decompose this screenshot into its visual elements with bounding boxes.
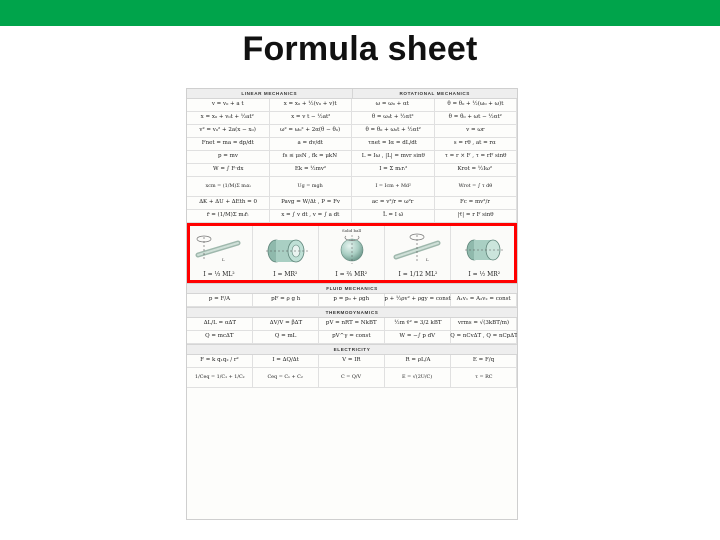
section-header-thermodynamics: THERMODYNAMICS	[187, 307, 517, 318]
formula-cell: ∆V/V = β∆T	[253, 318, 319, 331]
formula-cell: r̄ = (1/M)Σ mᵢr̄ᵢ	[187, 210, 270, 223]
section-header-linear-mechanics: LINEAR MECHANICS	[187, 89, 353, 98]
moi-item-rod-about-center	[385, 223, 451, 283]
mechanics-grid	[187, 99, 517, 223]
rod-about-center-icon	[385, 223, 450, 273]
fluid-grid	[187, 294, 517, 307]
formula-cell: pF = ρ g h	[253, 294, 319, 307]
formula-cell: I = Σ mᵢrᵢ²	[352, 164, 435, 177]
formula-cell: Q = nCv∆T , Q = nCp∆T	[451, 331, 517, 344]
formula-cell: fs ≤ μsN , fk = μkN	[270, 151, 353, 164]
formula-cell: Fc = mv²/r	[435, 197, 518, 210]
formula-cell: Ug = mgh	[270, 177, 353, 197]
moi-formula: I = MR²	[273, 272, 298, 279]
formula-cell: ½m v̄² = 3/2 kBT	[385, 318, 451, 331]
formula-cell: I = ∆Q/∆t	[253, 355, 319, 368]
formula-cell: I = Icm + Md²	[352, 177, 435, 197]
formula-cell: ∆K + ∆U + ∆Eth = 0	[187, 197, 270, 210]
formula-cell: x = x₀ + v₀t + ½at²	[187, 112, 270, 125]
formula-cell: Wrot = ∫ τ dθ	[435, 177, 518, 197]
formula-cell: Ceq = C₁ + C₂	[253, 368, 319, 388]
formula-cell: τnet = Iα = dL/dt	[352, 138, 435, 151]
formula-cell: W = −∫ p dV	[385, 331, 451, 344]
svg-text:L: L	[221, 257, 225, 262]
formula-cell: v = ωr	[435, 125, 518, 138]
hollow-cylinder-icon	[253, 223, 318, 273]
svg-text:L: L	[425, 257, 429, 262]
formula-cell: Fnet = ma = dp/dt	[187, 138, 270, 151]
formula-cell: v² = v₀² + 2a(x − x₀)	[187, 125, 270, 138]
formula-cell: a = dv/dt	[270, 138, 353, 151]
formula-cell: Q = mc∆T	[187, 331, 253, 344]
formula-cell: p = p₀ + ρgh	[319, 294, 385, 307]
formula-cell: F = k q₁q₂ / r²	[187, 355, 253, 368]
formula-cell: x = x₀ + ½(v₀ + v)t	[270, 99, 353, 112]
formula-cell: W = ∫ F·dx	[187, 164, 270, 177]
page-title: Formula sheet	[242, 30, 478, 68]
formula-cell: Pavg = W/∆t , P = Fv	[270, 197, 353, 210]
formula-cell: 1/Ceq = 1/C₁ + 1/C₂	[187, 368, 253, 388]
moi-item-solid-sphere	[319, 223, 385, 283]
formula-cell: V = IR	[319, 355, 385, 368]
formula-cell: A₁v₁ = A₂v₂ = const	[451, 294, 517, 307]
formula-cell: L = Iω , |L| = mvr sinθ	[352, 151, 435, 164]
formula-sheet-image	[186, 88, 518, 520]
moi-item-hollow-cylinder	[253, 223, 319, 283]
formula-cell: x = v t − ½at²	[270, 112, 353, 125]
formula-cell: τ = RC	[451, 368, 517, 388]
moi-caption: Solid ball	[341, 228, 362, 233]
formula-cell: θ = θ₀ + ω₀t + ½αt²	[352, 125, 435, 138]
formula-cell: vrms = √(3kBT/m)	[451, 318, 517, 331]
top-accent-bar	[0, 0, 720, 26]
formula-cell: θ = θ₀ + ½(ω₀ + ω)t	[435, 99, 518, 112]
formula-cell: Q = mL	[253, 331, 319, 344]
formula-cell: p + ½ρv² + ρgy = const	[385, 294, 451, 307]
moi-formula: I = ½ MR²	[468, 272, 500, 279]
formula-cell: Krot = ½Iω²	[435, 164, 518, 177]
formula-cell: ∆L/L = α∆T	[187, 318, 253, 331]
formula-cell: s = rθ , at = rα	[435, 138, 518, 151]
solid-cylinder-icon	[451, 223, 517, 273]
thermo-grid	[187, 318, 517, 344]
formula-cell: τ = r × F , τ = rF sinθ	[435, 151, 518, 164]
moi-formula: I = ⅖ MR²	[335, 272, 368, 279]
section-header-fluid-mechanics: FLUID MECHANICS	[187, 283, 517, 294]
section-header-electricity: ELECTRICITY	[187, 344, 517, 355]
moi-formula: I = ⅓ ML²	[203, 272, 236, 279]
formula-cell: pV^γ = const	[319, 331, 385, 344]
formula-cell: ac = v²/r = ω²r	[352, 197, 435, 210]
formula-cell: p = mv	[187, 151, 270, 164]
formula-cell: v = v₀ + a t	[187, 99, 270, 112]
formula-cell: E = F/q	[451, 355, 517, 368]
section-header-rotational-mechanics: ROTATIONAL MECHANICS	[399, 91, 470, 96]
moment-of-inertia-band	[187, 223, 517, 283]
formula-cell: p = F/A	[187, 294, 253, 307]
rod-about-end-icon	[187, 223, 252, 273]
formula-cell: xcm = (1/M)Σ mᵢxᵢ	[187, 177, 270, 197]
formula-cell: θ = ω₀t + ½αt²	[352, 112, 435, 125]
formula-cell: θ = θ₀ + ωt − ½αt²	[435, 112, 518, 125]
formula-cell: ω² = ω₀² + 2α(θ − θ₀)	[270, 125, 353, 138]
formula-cell: ω = ω₀ + αt	[352, 99, 435, 112]
formula-cell: E = √(2U/C)	[385, 368, 451, 388]
electricity-grid	[187, 355, 517, 388]
formula-cell: C = Q/V	[319, 368, 385, 388]
formula-cell: L̄ = I ω̄	[352, 210, 435, 223]
formula-cell: R = ρL/A	[385, 355, 451, 368]
formula-cell: pV = nRT = NkBT	[319, 318, 385, 331]
formula-cell: x = ∫ v dt , v = ∫ a dt	[270, 210, 353, 223]
moi-item-solid-cylinder	[451, 223, 517, 283]
formula-cell: Ek = ½mv²	[270, 164, 353, 177]
moi-item-rod-about-end	[187, 223, 253, 283]
moi-formula: I = 1/12 ML²	[398, 272, 437, 279]
formula-cell: |τ̄| = r F sinθ	[435, 210, 518, 223]
mechanics-section-headers	[187, 89, 517, 99]
